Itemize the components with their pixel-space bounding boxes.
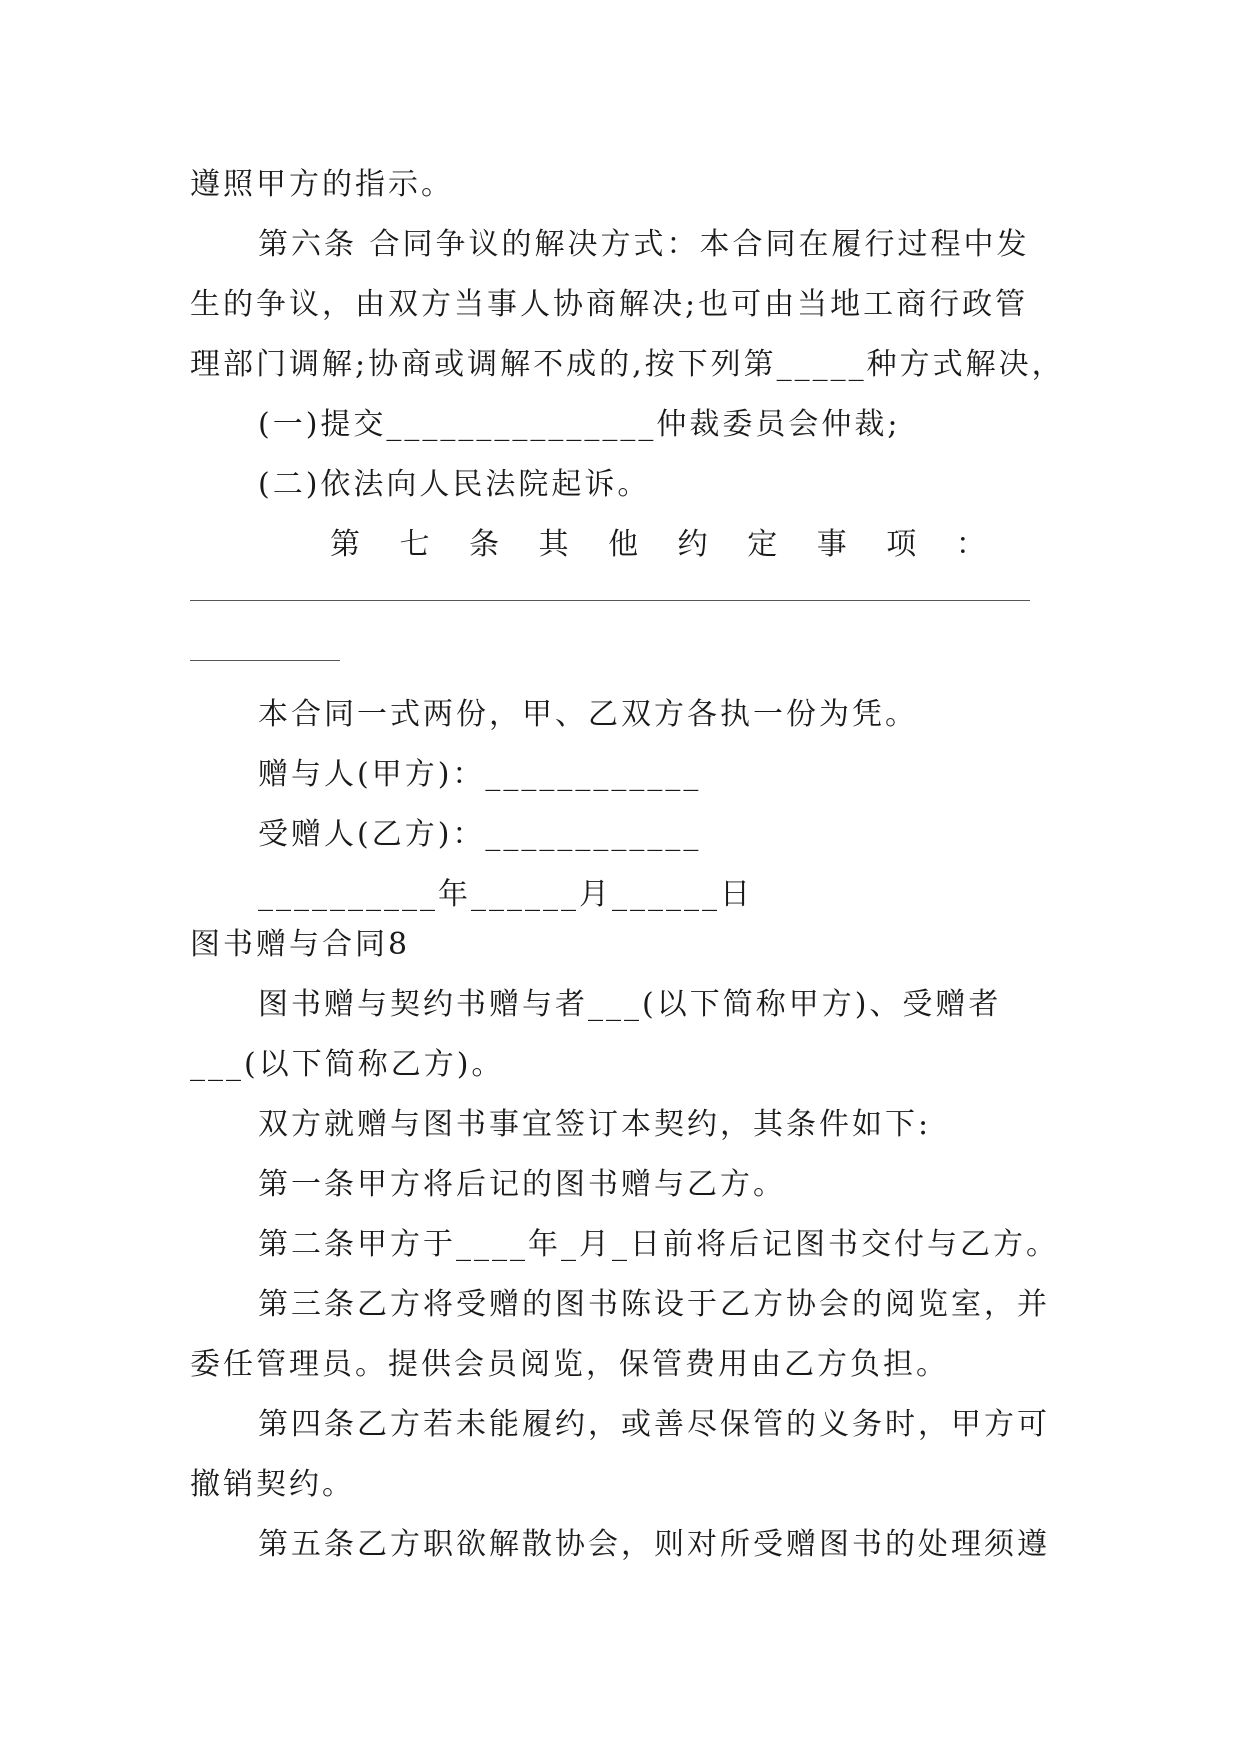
text-line: __________年______月______日 [258, 877, 753, 912]
blank-line [190, 660, 340, 661]
text-line: 第六条 合同争议的解决方式：本合同在履行过程中发 [258, 227, 1030, 262]
text-line: (二)依法向人民法院起诉。 [258, 467, 651, 502]
text-line: 理部门调解;协商或调解不成的,按下列第_____种方式解决， [190, 347, 1065, 382]
text-line: 第三条乙方将受赠的图书陈设于乙方协会的阅览室，并 [258, 1287, 1050, 1322]
text-line: 遵照甲方的指示。 [190, 167, 454, 202]
text-line: 委任管理员。提供会员阅览，保管费用由乙方负担。 [190, 1347, 949, 1382]
text-line: 受赠人(乙方)：____________ [258, 817, 702, 852]
text-line: 第四条乙方若未能履约，或善尽保管的义务时，甲方可 [258, 1407, 1050, 1442]
text-line: 本合同一式两份，甲、乙双方各执一份为凭。 [258, 697, 918, 732]
blank-line [190, 600, 1030, 601]
text-line: 生的争议，由双方当事人协商解决;也可由当地工商行政管 [190, 287, 1029, 322]
text-line: 赠与人(甲方)：____________ [258, 757, 702, 792]
text-line: 第 七 条 其 他 约 定 事 项 ： [330, 527, 989, 562]
text-line: (一)提交_______________仲裁委员会仲裁; [258, 407, 901, 442]
text-line: 第一条甲方将后记的图书赠与乙方。 [258, 1167, 786, 1202]
section-title: 图书赠与合同8 [190, 927, 411, 962]
text-line: 第五条乙方职欲解散协会，则对所受赠图书的处理须遵 [258, 1527, 1050, 1562]
text-line: ___(以下简称乙方)。 [190, 1047, 505, 1082]
text-line: 第二条甲方于____年_月_日前将后记图书交付与乙方。 [258, 1227, 1059, 1262]
text-line: 双方就赠与图书事宜签订本契约，其条件如下: [258, 1107, 932, 1142]
text-line: 撤销契约。 [190, 1467, 355, 1502]
text-line: 图书赠与契约书赠与者___(以下简称甲方)、受赠者 [258, 987, 1002, 1022]
